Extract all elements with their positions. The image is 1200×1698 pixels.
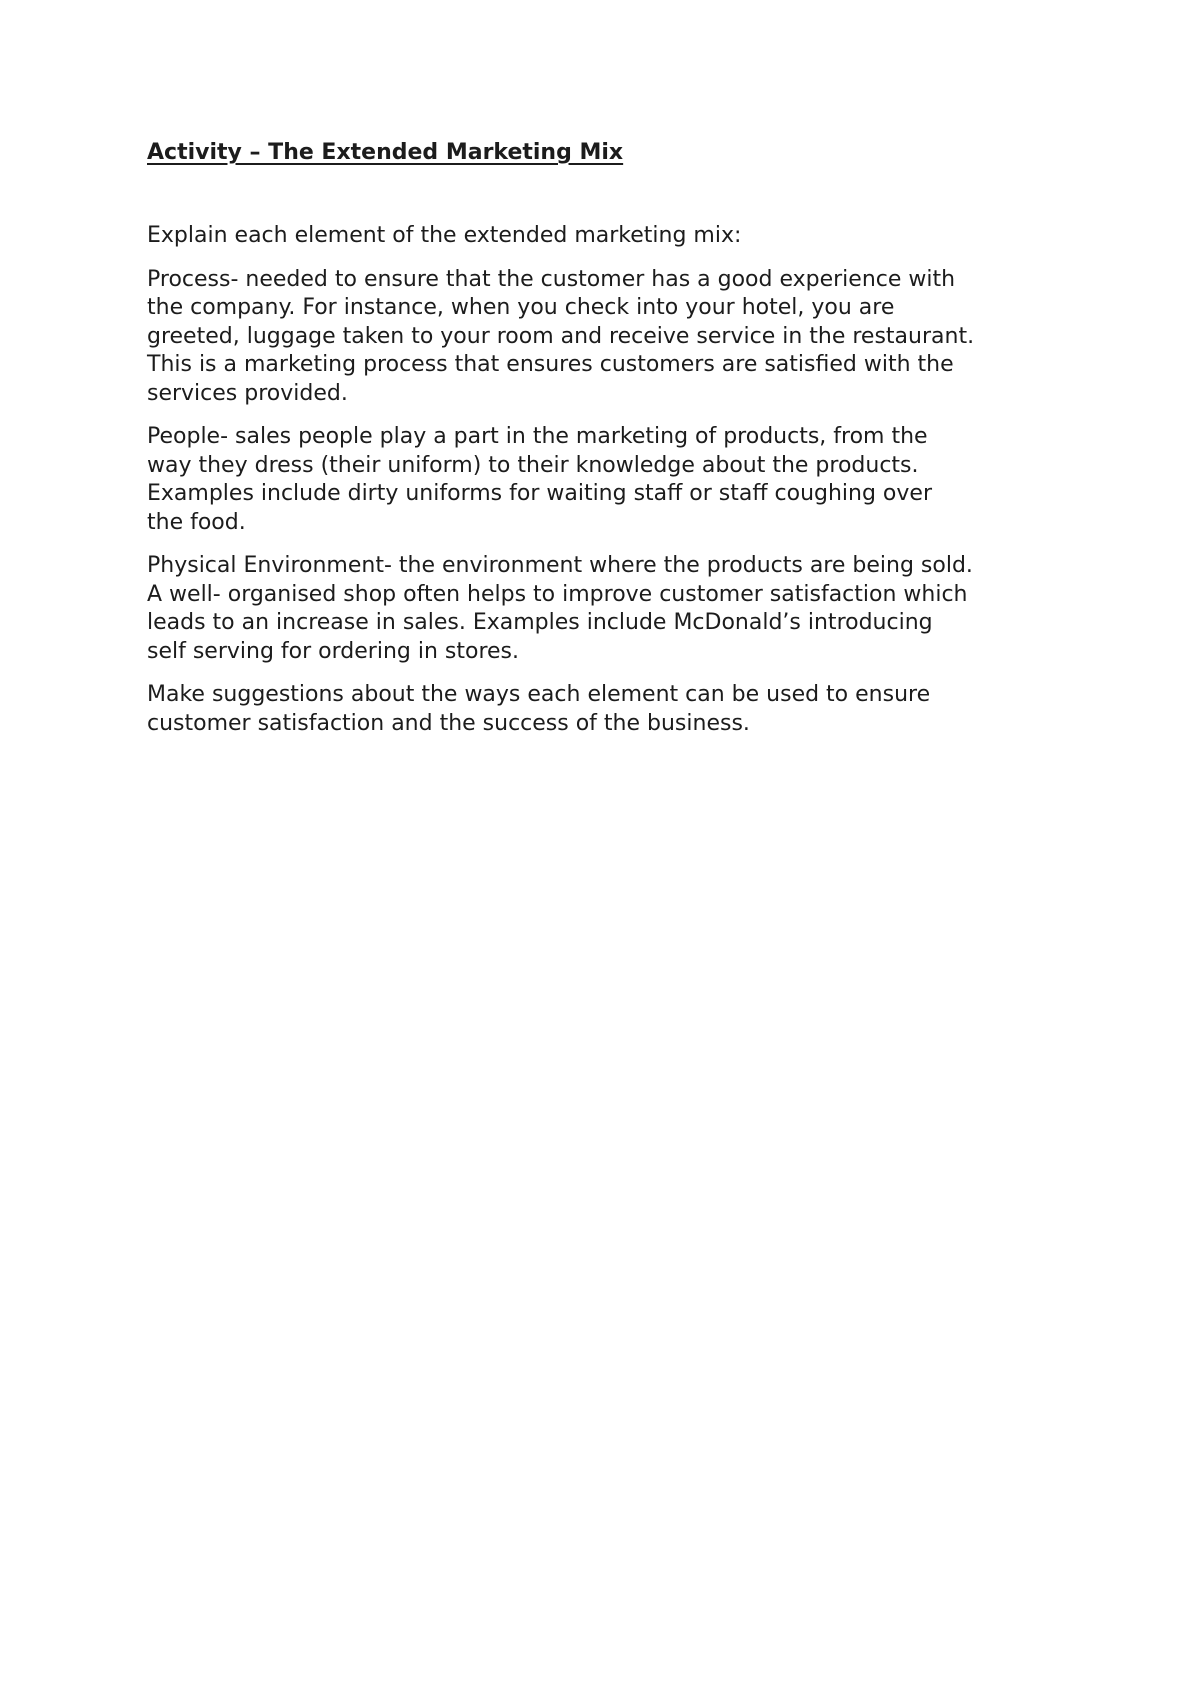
document-body <box>147 140 1077 753</box>
paragraph-people: People- sales people play a part in the marketing of products, from the way they dress (their uniform) to their knowledge about the products. Examples include dirty uniforms for waiting staff or staff coughing over the food. <box>147 424 932 535</box>
instruction-suggestions: Make suggestions about the ways each element can be used to ensure customer satisfaction and the success of the business. <box>147 682 931 736</box>
instruction-explain: Explain each element of the extended marketing mix: <box>147 223 742 249</box>
paragraph-physical-environment: Physical Environment- the environment where the products are being sold. A well- organised shop often helps to improve customer satisfaction which leads to an increase in sales. Examples include McDonald’s introducing self serving for ordering in stores. <box>147 553 973 664</box>
document-title: Activity – The Extended Marketing Mix <box>147 140 624 165</box>
paragraph-process: Process- needed to ensure that the customer has a good experience with the company. For instance, when you check into your hotel, you are greeted, luggage taken to your room and receive service in the restaurant. This is a marketing process that ensures customers are satisfied with the services provided. <box>147 266 975 406</box>
